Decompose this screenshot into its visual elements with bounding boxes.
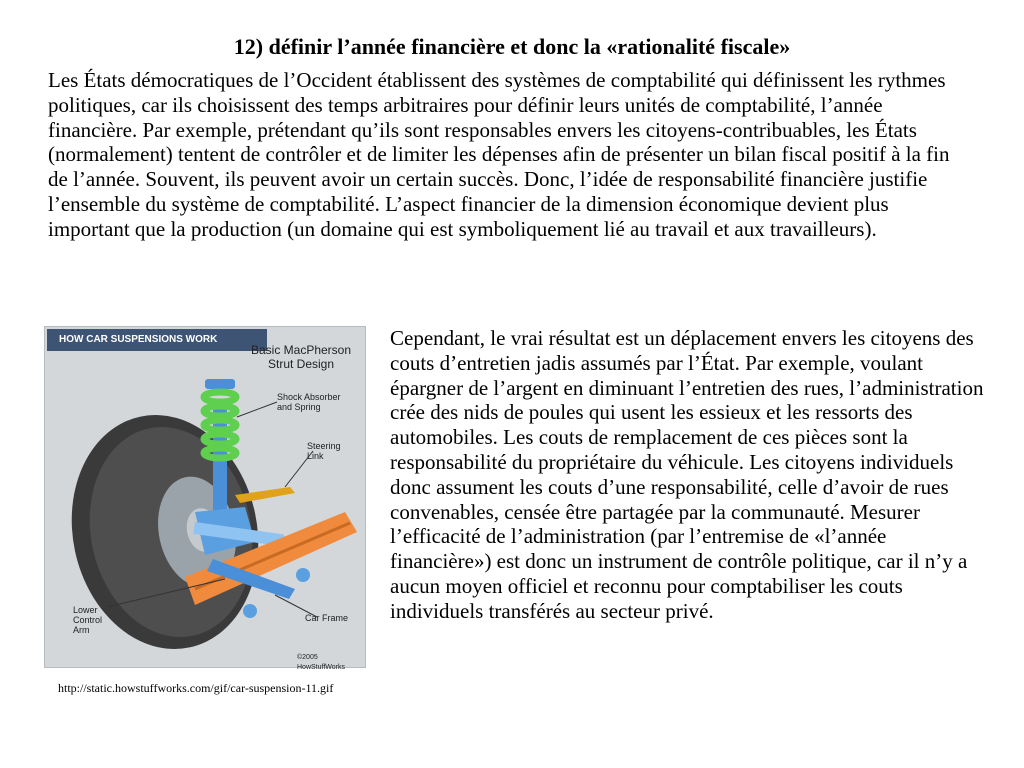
slide-title: 12) définir l’année financière et donc la «rationalité fiscale» xyxy=(233,34,791,59)
label-steering-link xyxy=(307,441,341,461)
label-lower-line1: Lower xyxy=(73,605,98,615)
suspension-illustration xyxy=(44,326,366,671)
right-paragraph: Cependant, le vrai résultat est un déplacement envers les citoyens des couts d’entretien jadis assumés par l’État. Par exemple, voulant épargner de l’argent en diminuant l’entretien des rues, l’administration crée des nids de poules qui usent les essieux et les ressorts des automobiles. Les couts de remplacement de ces pièces sont la responsabilité du propriétaire du véhicule. Les citoyens individuels donc assument les couts d’une responsabilité, celle d’avoir de rues convenables, censée être partagée par la communauté. Mesurer l’efficacité de l’administration (par l’entremise de «l’année financière») est donc un instrument de contrôle politique, car il n’y a aucun moyen officiel et reconnu pour comptabiliser les couts individuels transférés au secteur privé. xyxy=(390,326,984,623)
label-shock-line2: and Spring xyxy=(277,402,321,412)
label-steering-line1: Steering xyxy=(307,441,341,451)
label-shock-line1: Shock Absorber xyxy=(277,392,341,402)
label-shock-absorber xyxy=(277,392,341,412)
strut-top-mount xyxy=(205,379,235,389)
arm-bushing-rear xyxy=(296,568,310,582)
intro-paragraph: Les États démocratiques de l’Occident établissent des systèmes de comptabilité qui définissent les rythmes politiques, car ils choisissent des temps arbitraires pour définir leurs unités de comptabilité, l’année financière. Par exemple, prétendant qu’ils sont responsables envers les citoyens-contribuables, les États (normalement) tentent de contrôler et de limiter les dépenses afin de présenter un bilan fiscal positif à la fin de l’année. Souvent, ils peuvent avoir un certain succès. Donc, l’idée de responsabilité financière justifie l’ensemble du système de comptabilité. L’aspect financier de la dimension économique devient plus important que la production (un domaine qui est symboliquement lié au travail et aux travailleurs). xyxy=(48,68,950,241)
arm-bushing-front xyxy=(243,604,257,618)
image-source-caption: http://static.howstuffworks.com/gif/car-suspension-11.gif xyxy=(58,681,334,695)
figure-heading-line2: Strut Design xyxy=(267,357,335,371)
figure-header: HOW CAR SUSPENSIONS WORK xyxy=(47,329,267,351)
label-lower-line2: Control xyxy=(73,615,103,625)
label-steering-line2: Link xyxy=(307,451,324,461)
label-lower-line3: Arm xyxy=(73,625,90,635)
label-lower-control-arm xyxy=(73,605,102,635)
figure-credit: ©2005 HowStuffWorks xyxy=(297,654,345,671)
figure-heading xyxy=(241,343,361,371)
figure-heading-line1: Basic MacPherson xyxy=(250,343,352,357)
label-car-frame: Car Frame xyxy=(305,613,349,623)
